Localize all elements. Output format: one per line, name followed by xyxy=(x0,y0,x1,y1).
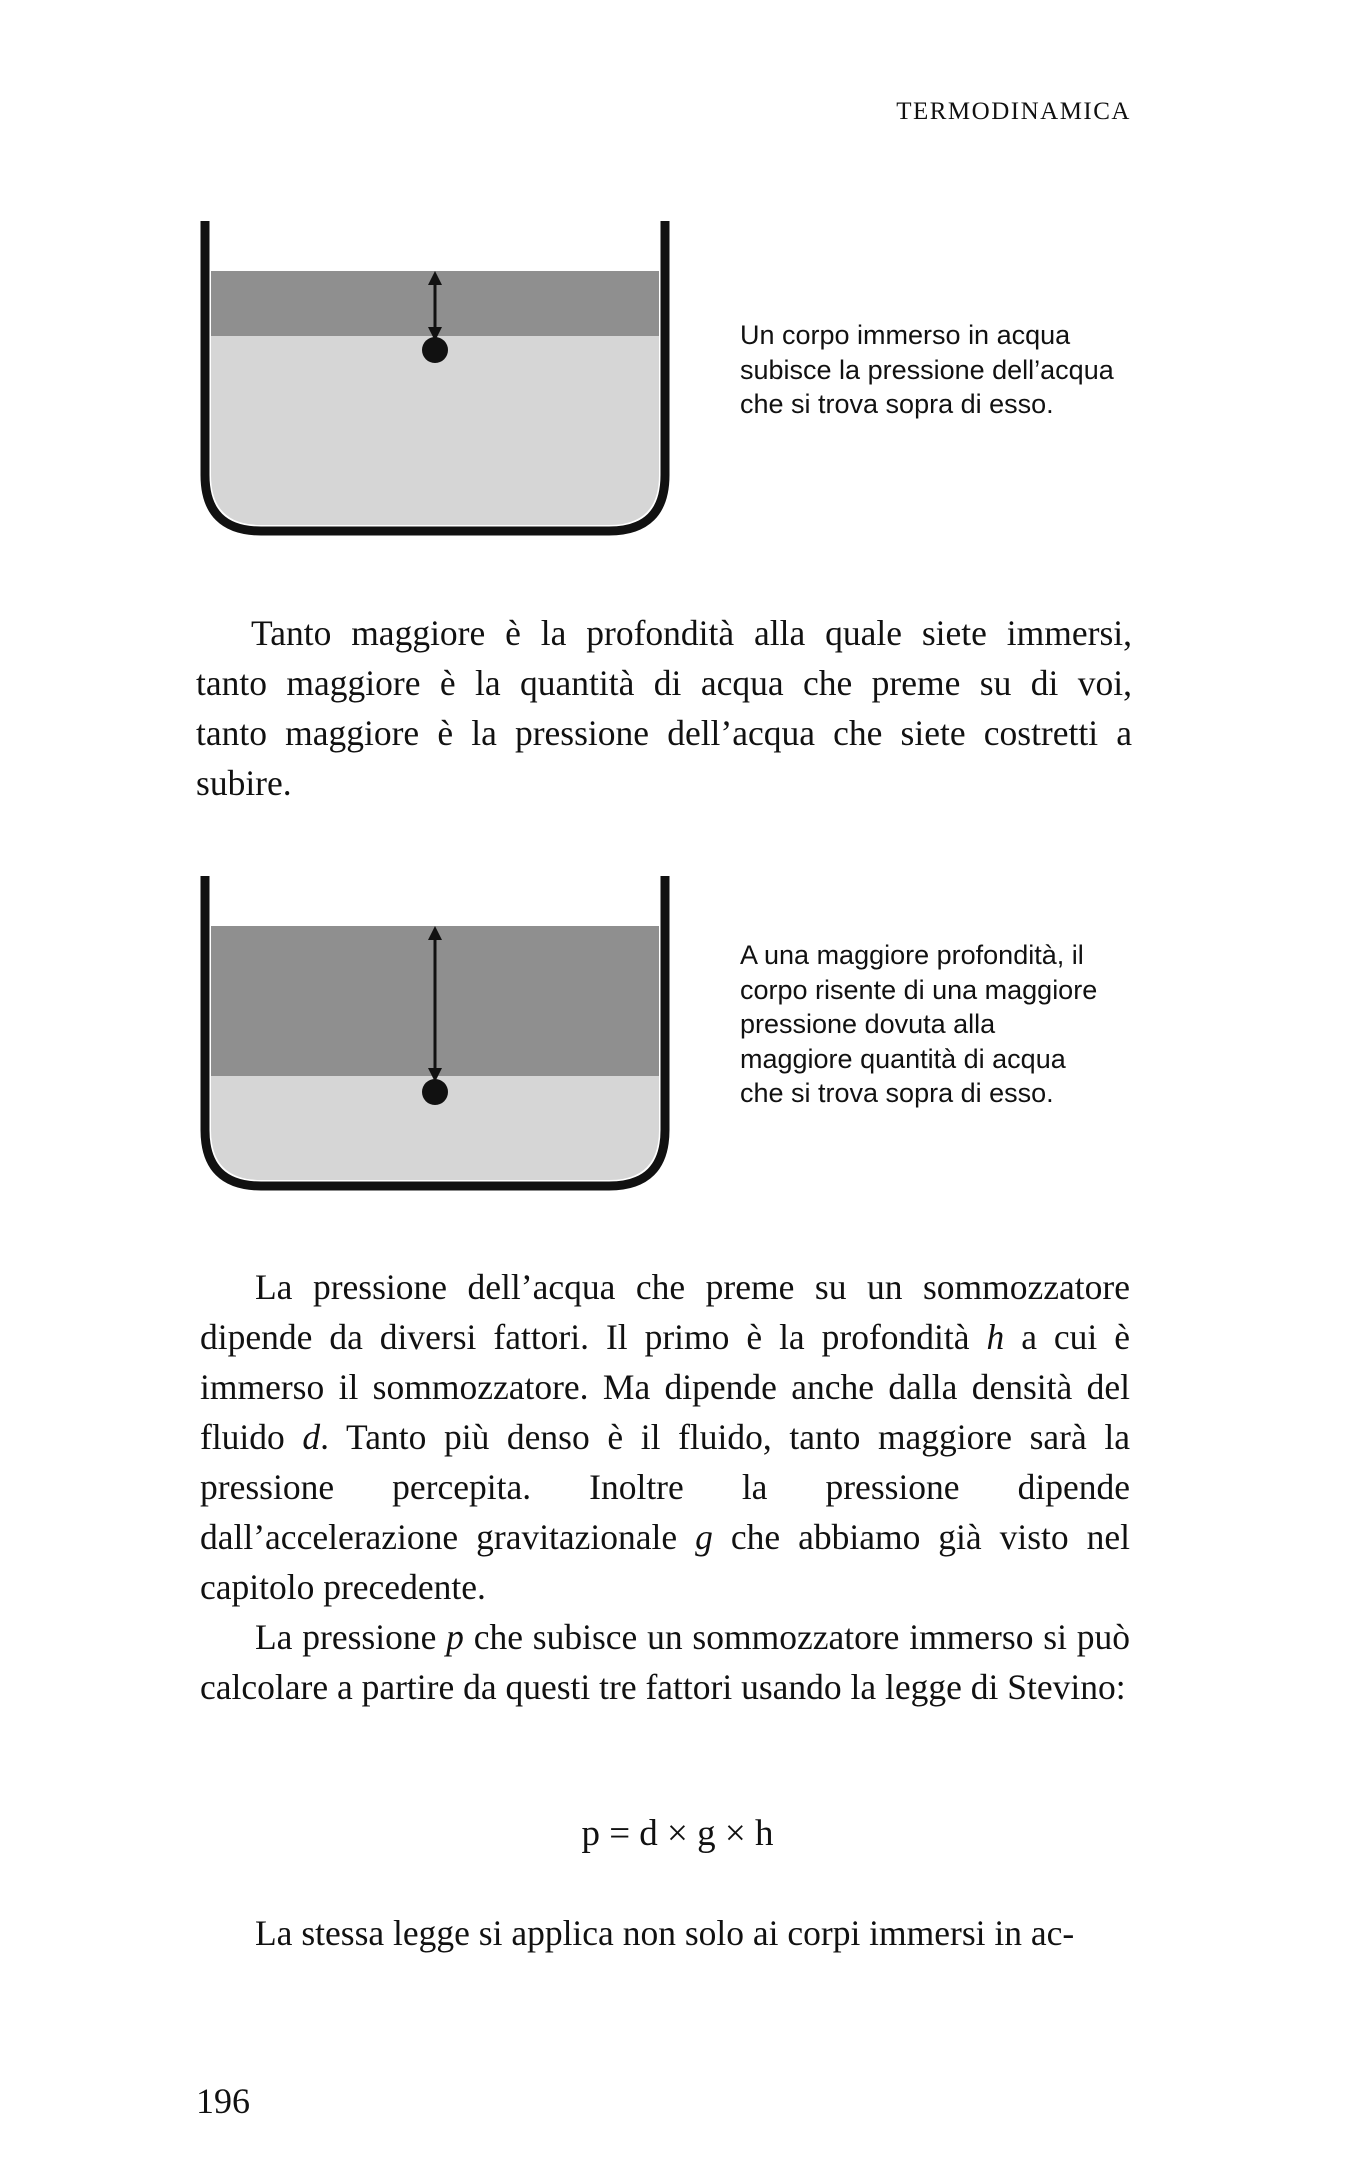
caption-line: A una maggiore profondità, il xyxy=(740,940,1084,970)
figure-container-deep xyxy=(195,870,675,1200)
paragraph-line: Tanto maggiore è la profondità alla quale siete immersi, xyxy=(251,613,1132,653)
paragraph-depth xyxy=(196,608,1132,808)
paragraph-stevino xyxy=(200,1612,1130,1712)
paragraph-line: tanto maggiore è la pressione dell’acqua che siete costretti a xyxy=(196,713,1132,753)
variable-h: h xyxy=(986,1317,1005,1357)
text-run: La pressione dell’acqua che preme su un sommozzatore dipende da diversi fattori. Il primo è la profondità xyxy=(200,1267,1130,1357)
paragraph-line: subire. xyxy=(196,763,292,803)
container-diagram-shallow xyxy=(195,215,675,545)
body-text-block xyxy=(200,1262,1130,1712)
paragraph-line: La stessa legge si applica non solo ai corpi immersi in ac- xyxy=(255,1913,1075,1953)
variable-g: g xyxy=(695,1517,713,1557)
immersed-body-dot xyxy=(422,1079,448,1105)
text-run: che abbiamo già visto nel capitolo precedente. xyxy=(200,1517,1130,1607)
container-diagram-deep xyxy=(195,870,675,1200)
figure1-caption xyxy=(740,318,1160,422)
caption-line: maggiore quantità di acqua xyxy=(740,1043,1066,1074)
immersed-body-dot xyxy=(422,337,448,363)
figure2-caption xyxy=(740,938,1160,1111)
paragraph-factors xyxy=(200,1262,1130,1612)
caption-line: che si trova sopra di esso. xyxy=(740,389,1054,419)
stevino-formula: p = d × g × h xyxy=(581,1813,774,1854)
caption-line: Un corpo immerso in acqua xyxy=(740,320,1071,350)
caption-line: che si trova sopra di esso. xyxy=(740,1078,1054,1108)
caption-line: corpo risente di una maggiore xyxy=(740,974,1098,1005)
text-run: . Tanto più denso è il fluido, tanto maggiore sarà la pressione percepita. Inoltre la pressione dipende dall’accelerazione gravitazionale xyxy=(200,1417,1130,1557)
caption-line: subisce la pressione dell’acqua xyxy=(740,354,1114,385)
running-header: TERMODINAMICA xyxy=(896,98,1131,125)
paragraph-continuation xyxy=(200,1908,1130,1958)
page-number: 196 xyxy=(196,2081,250,2121)
text-run: La pressione xyxy=(255,1617,447,1657)
variable-p: p xyxy=(446,1617,464,1657)
caption-line: pressione dovuta alla xyxy=(740,1009,996,1039)
variable-d: d xyxy=(302,1417,321,1457)
figure-container-shallow xyxy=(195,215,675,545)
paragraph-line: tanto maggiore è la quantità di acqua che preme su di voi, xyxy=(196,663,1132,703)
text-run: che subisce un sommozzatore immerso si può calcolare a partire da questi tre fattori usando la legge di Stevino: xyxy=(200,1617,1130,1707)
text-run: a cui è immerso il sommozzatore. Ma dipende anche dalla densità del fluido xyxy=(200,1317,1130,1457)
